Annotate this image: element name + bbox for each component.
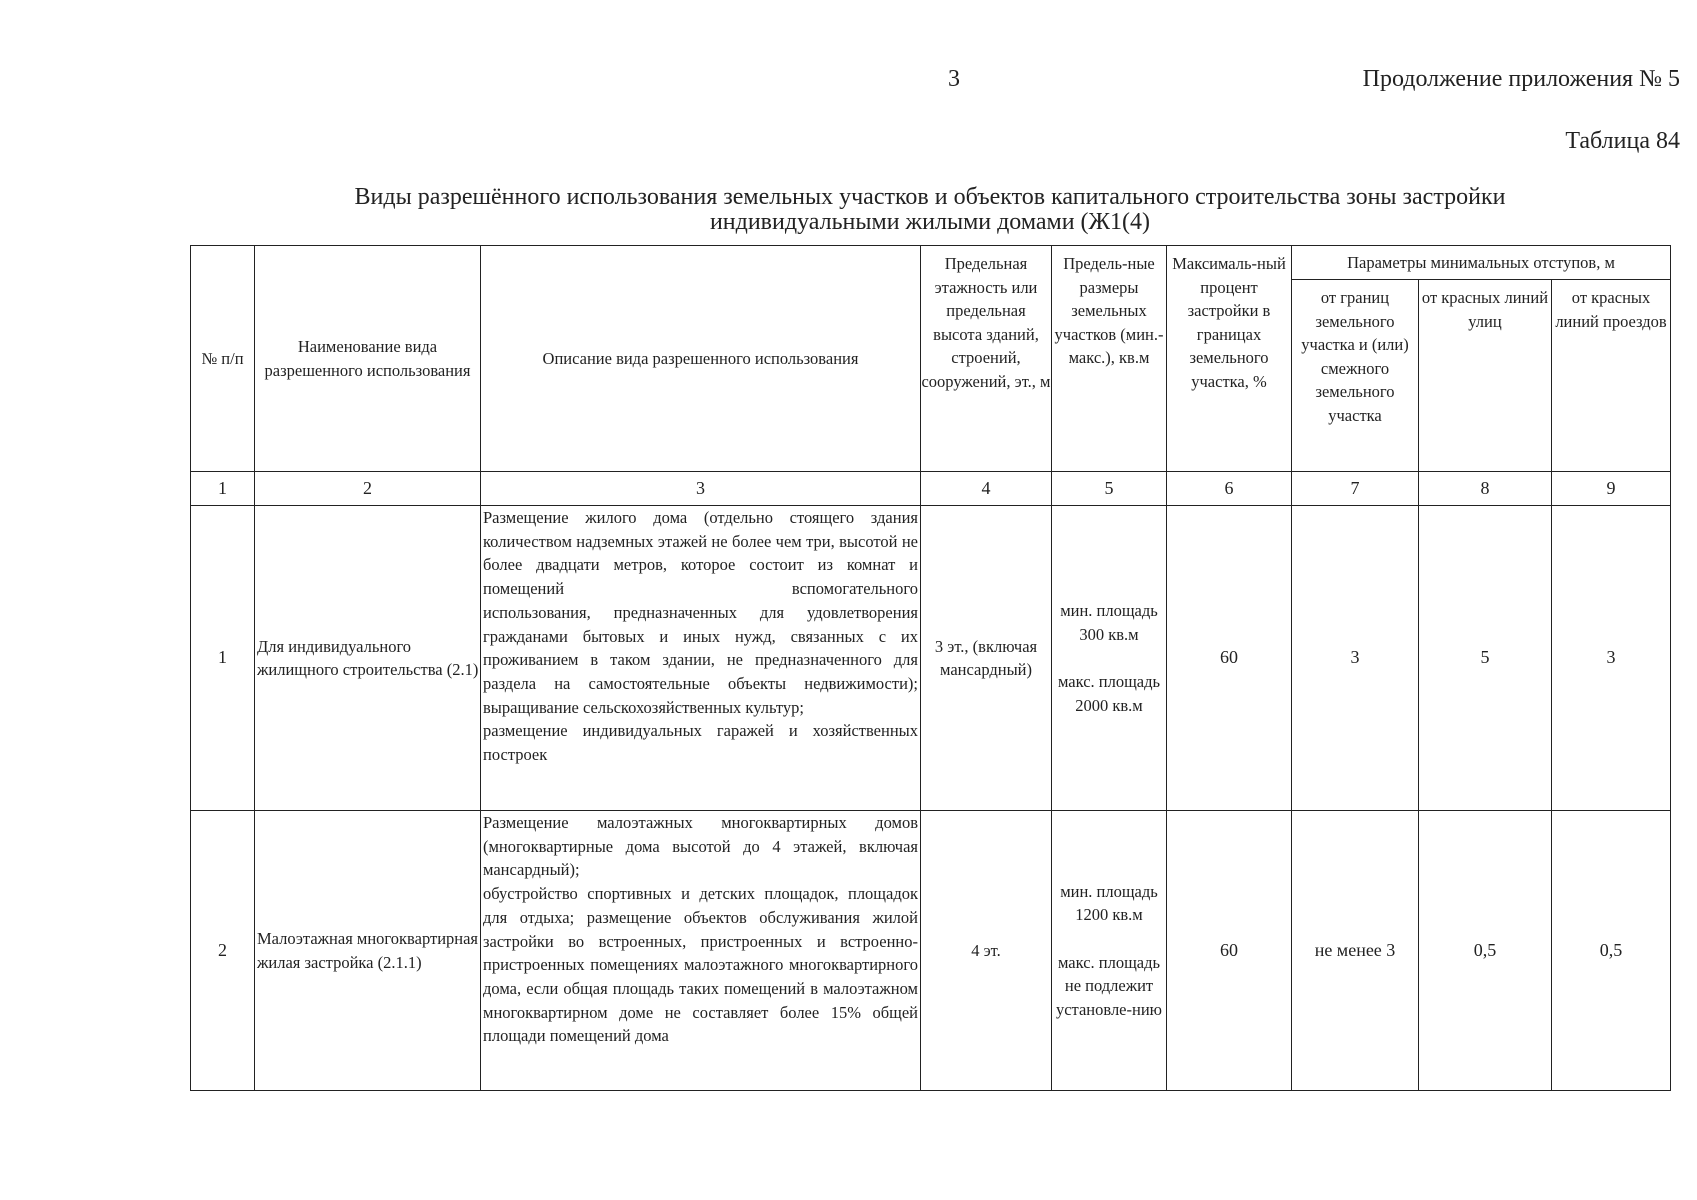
header-description: Описание вида разрешенного использования [481,246,921,472]
column-number: 8 [1419,472,1552,506]
max-percent-value: 60 [1167,506,1292,811]
table-label: Таблица 84 [1565,128,1680,154]
use-type-name: Малоэтажная многоквартирная жилая застройка (2.1.1) [255,811,481,1091]
row-number: 2 [191,811,255,1091]
title-line-1: Виды разрешённого использования земельных участков и объектов капитального строительства зоны застройки [354,184,1506,210]
setback-passages-value: 0,5 [1552,811,1671,1091]
use-type-name: Для индивидуального жилищного строительства (2.1) [255,506,481,811]
land-use-table [190,245,1671,1091]
plot-size-value [1052,506,1167,811]
column-number: 9 [1552,472,1671,506]
description-paragraph: Размещение малоэтажных многоквартирных домов (многоквартирные дома высотой до 4 этажей, включая мансардный); [483,813,918,880]
floors-value: 3 эт., (включая мансардный) [921,506,1052,811]
plot-size-max: макс. площадь не подлежит установле-нию [1055,952,1162,1019]
description-paragraph: использования, предназначенных для удовлетворения гражданами бытовых и иных нужд, связанных с их проживанием в таком здании, не предназначенного для раздела на самостоятельные объекты недвижимости); [483,602,918,693]
header-setback-streets: от красных линий улиц [1419,280,1552,472]
setback-plot-value: не менее 3 [1292,811,1419,1091]
header-number: № п/п [191,246,255,472]
header-setbacks-group: Параметры минимальных отступов, м [1292,246,1671,280]
description-paragraph: выращивание сельскохозяйственных культур; [483,697,804,717]
header-setback-passages: от красных линий проездов [1552,280,1671,472]
floors-value: 4 эт. [921,811,1052,1091]
column-number: 1 [191,472,255,506]
header-plot-size: Предель-ные размеры земельных участков (мин.-макс.), кв.м [1052,246,1167,472]
setback-streets-value: 5 [1419,506,1552,811]
max-percent-value: 60 [1167,811,1292,1091]
plot-size-max: макс. площадь 2000 кв.м [1057,672,1161,715]
plot-size-min: мин. площадь 1200 кв.м [1060,881,1158,925]
column-numbers-row [191,472,1671,506]
setback-plot-value: 3 [1292,506,1419,811]
column-number: 4 [921,472,1052,506]
appendix-continuation: Продолжение приложения № 5 [1362,66,1680,92]
description-paragraph: обустройство спортивных и детских площадок, площадок для отдыха; размещение объектов обслуживания жилой застройки во встроенных, пристроенных и встроенно-пристроенных помещениях малоэтажного многоквартирного дома, если общая площадь таких помещений в малоэтажном многоквартирном доме не составляет более 15% общей площади помещений дома [483,884,918,1046]
row-number: 1 [191,506,255,811]
description-paragraph: Размещение жилого дома (отдельно стоящего здания количеством надземных этажей не более чем три, высотой не более двадцати метров, которое состоит из комнат и помещений вспомогательного [483,508,918,599]
table-row [191,506,1671,811]
title-line-2: индивидуальными жилыми домами (Ж1(4) [709,209,1151,235]
header-floors: Предельная этажность или предельная высота зданий, строений, сооружений, эт., м [921,246,1052,472]
column-number: 6 [1167,472,1292,506]
setback-streets-value: 0,5 [1419,811,1552,1091]
use-type-description [481,811,921,1091]
column-number: 5 [1052,472,1167,506]
table-row [191,811,1671,1091]
document-title [190,185,1670,235]
column-number: 2 [255,472,481,506]
page-number: 3 [948,66,960,92]
setback-passages-value: 3 [1552,506,1671,811]
header-name: Наименование вида разрешенного использования [255,246,481,472]
use-type-description [481,506,921,811]
plot-size-min: мин. площадь 300 кв.м [1060,601,1158,644]
header-max-percent: Максималь-ный процент застройки в границах земельного участка, % [1167,246,1292,472]
column-number: 7 [1292,472,1419,506]
column-number: 3 [481,472,921,506]
header-setback-plot: от границ земельного участка и (или) смежного земельного участка [1292,280,1419,472]
description-paragraph: размещение индивидуальных гаражей и хозяйственных построек [483,721,918,765]
plot-size-value [1052,811,1167,1091]
